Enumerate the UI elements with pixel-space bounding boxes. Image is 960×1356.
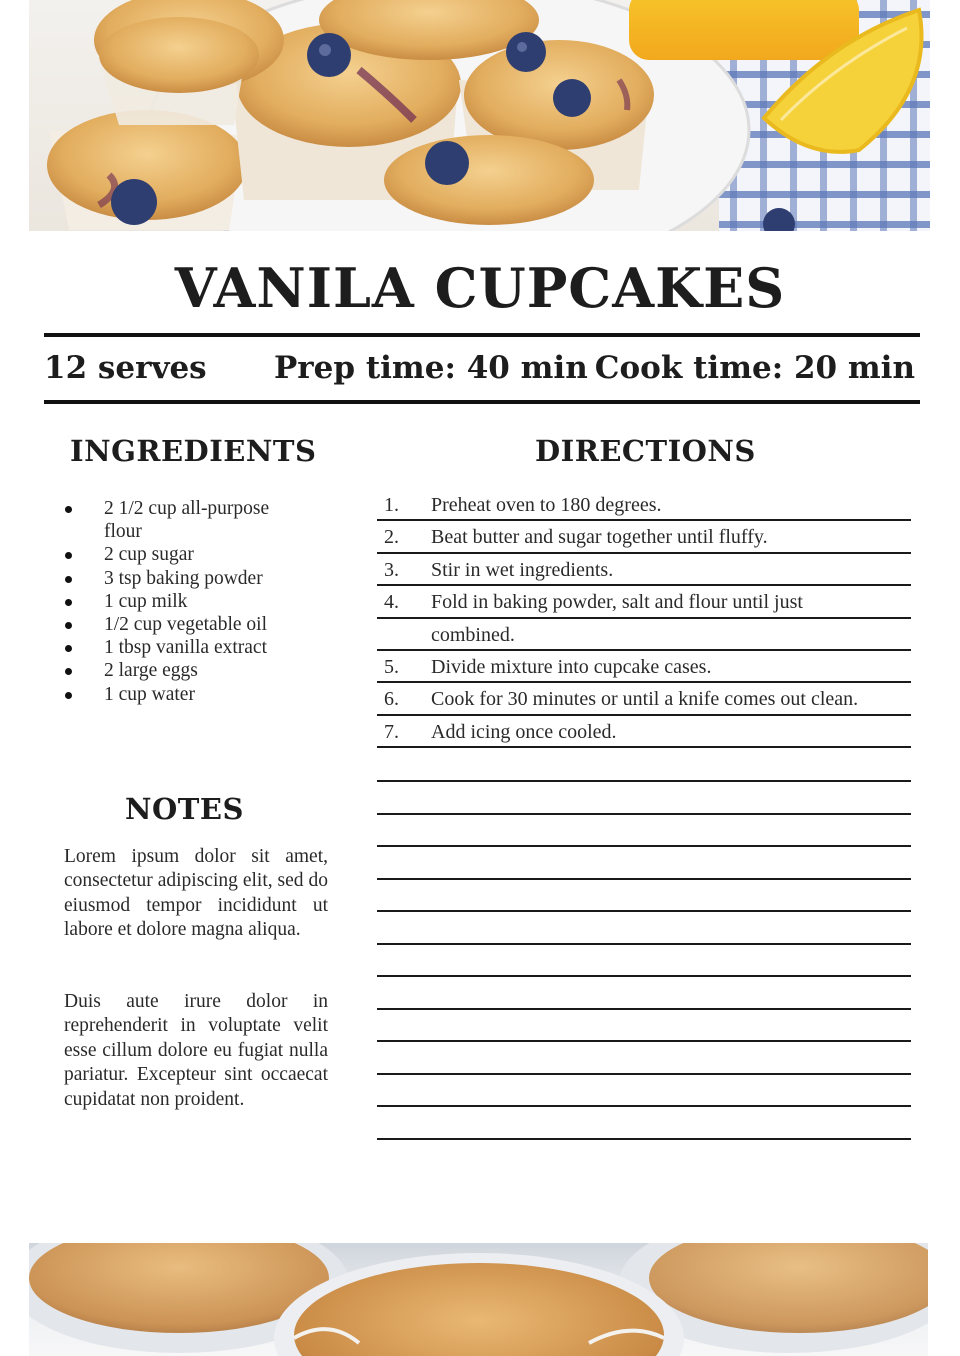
blank-line — [377, 1138, 911, 1140]
directions-heading: DIRECTIONS — [535, 434, 756, 468]
direction-step: 5. Divide mixture into cupcake cases. — [377, 651, 911, 683]
bullet-icon — [65, 552, 72, 559]
ingredients-list — [62, 497, 302, 706]
notes-paragraph-1: Lorem ipsum dolor sit amet, consectetur adipiscing elit, sed do eiusmod tempor incididunt ut labore et dolore magna aliqua. — [64, 846, 328, 941]
serves-label: 12 serves — [44, 350, 207, 386]
notes-paragraph-2: Duis aute irure dolor in reprehenderit in voluptate velit esse cillum dolore eu fugiat nulla pariatur. Excepteur sint occaecat cupidatat non proident. — [64, 991, 328, 1110]
blank-line — [377, 878, 911, 911]
bullet-icon — [65, 576, 72, 583]
list-item: 1 cup milk — [62, 590, 302, 613]
cook-time-label: Cook time: 20 min — [594, 350, 915, 386]
list-item: 2 1/2 cup all-purpose flour — [62, 497, 302, 543]
blank-line — [377, 975, 911, 1008]
blank-line — [377, 1105, 911, 1138]
list-item: 2 large eggs — [62, 659, 302, 682]
blank-line — [377, 780, 911, 813]
bullet-icon — [65, 506, 72, 513]
list-item: 2 cup sugar — [62, 543, 302, 566]
blank-line — [377, 943, 911, 976]
blank-line — [377, 910, 911, 943]
direction-step: 2. Beat butter and sugar together until fluffy. — [377, 521, 911, 553]
direction-step: 1. Preheat oven to 180 degrees. — [377, 489, 911, 521]
divider-bottom — [44, 400, 920, 404]
recipe-title: VANILA CUPCAKES — [174, 256, 786, 320]
bullet-icon — [65, 622, 72, 629]
direction-step: 4. Fold in baking powder, salt and flour until just — [377, 586, 911, 618]
prep-time-label: Prep time: 40 min — [274, 350, 588, 386]
blank-line — [377, 845, 911, 878]
muffins-illustration — [29, 0, 930, 231]
direction-step: 3. Stir in wet ingredients. — [377, 554, 911, 586]
list-item: 1/2 cup vegetable oil — [62, 613, 302, 636]
notes-heading: NOTES — [125, 792, 244, 826]
header-photo-blueberry-muffins — [29, 0, 930, 231]
blank-line — [377, 1073, 911, 1106]
divider-top — [44, 333, 920, 337]
bullet-icon — [65, 599, 72, 606]
direction-step: 6. Cook for 30 minutes or until a knife comes out clean. — [377, 683, 911, 715]
bullet-icon — [65, 692, 72, 699]
bullet-icon — [65, 668, 72, 675]
blank-line — [377, 1040, 911, 1073]
directions-list — [377, 489, 911, 748]
direction-step-continued: combined. — [377, 619, 911, 651]
direction-step: 7. Add icing once cooled. — [377, 716, 911, 748]
list-item: 1 cup water — [62, 683, 302, 706]
blank-line — [377, 813, 911, 846]
bullet-icon — [65, 645, 72, 652]
muffin-tin-illustration — [29, 1243, 928, 1356]
blank-writing-lines — [377, 780, 911, 1140]
footer-photo-muffins — [29, 1243, 928, 1356]
blank-line — [377, 1008, 911, 1041]
ingredients-heading: INGREDIENTS — [70, 434, 317, 468]
list-item: 3 tsp baking powder — [62, 567, 302, 590]
list-item: 1 tbsp vanilla extract — [62, 636, 302, 659]
